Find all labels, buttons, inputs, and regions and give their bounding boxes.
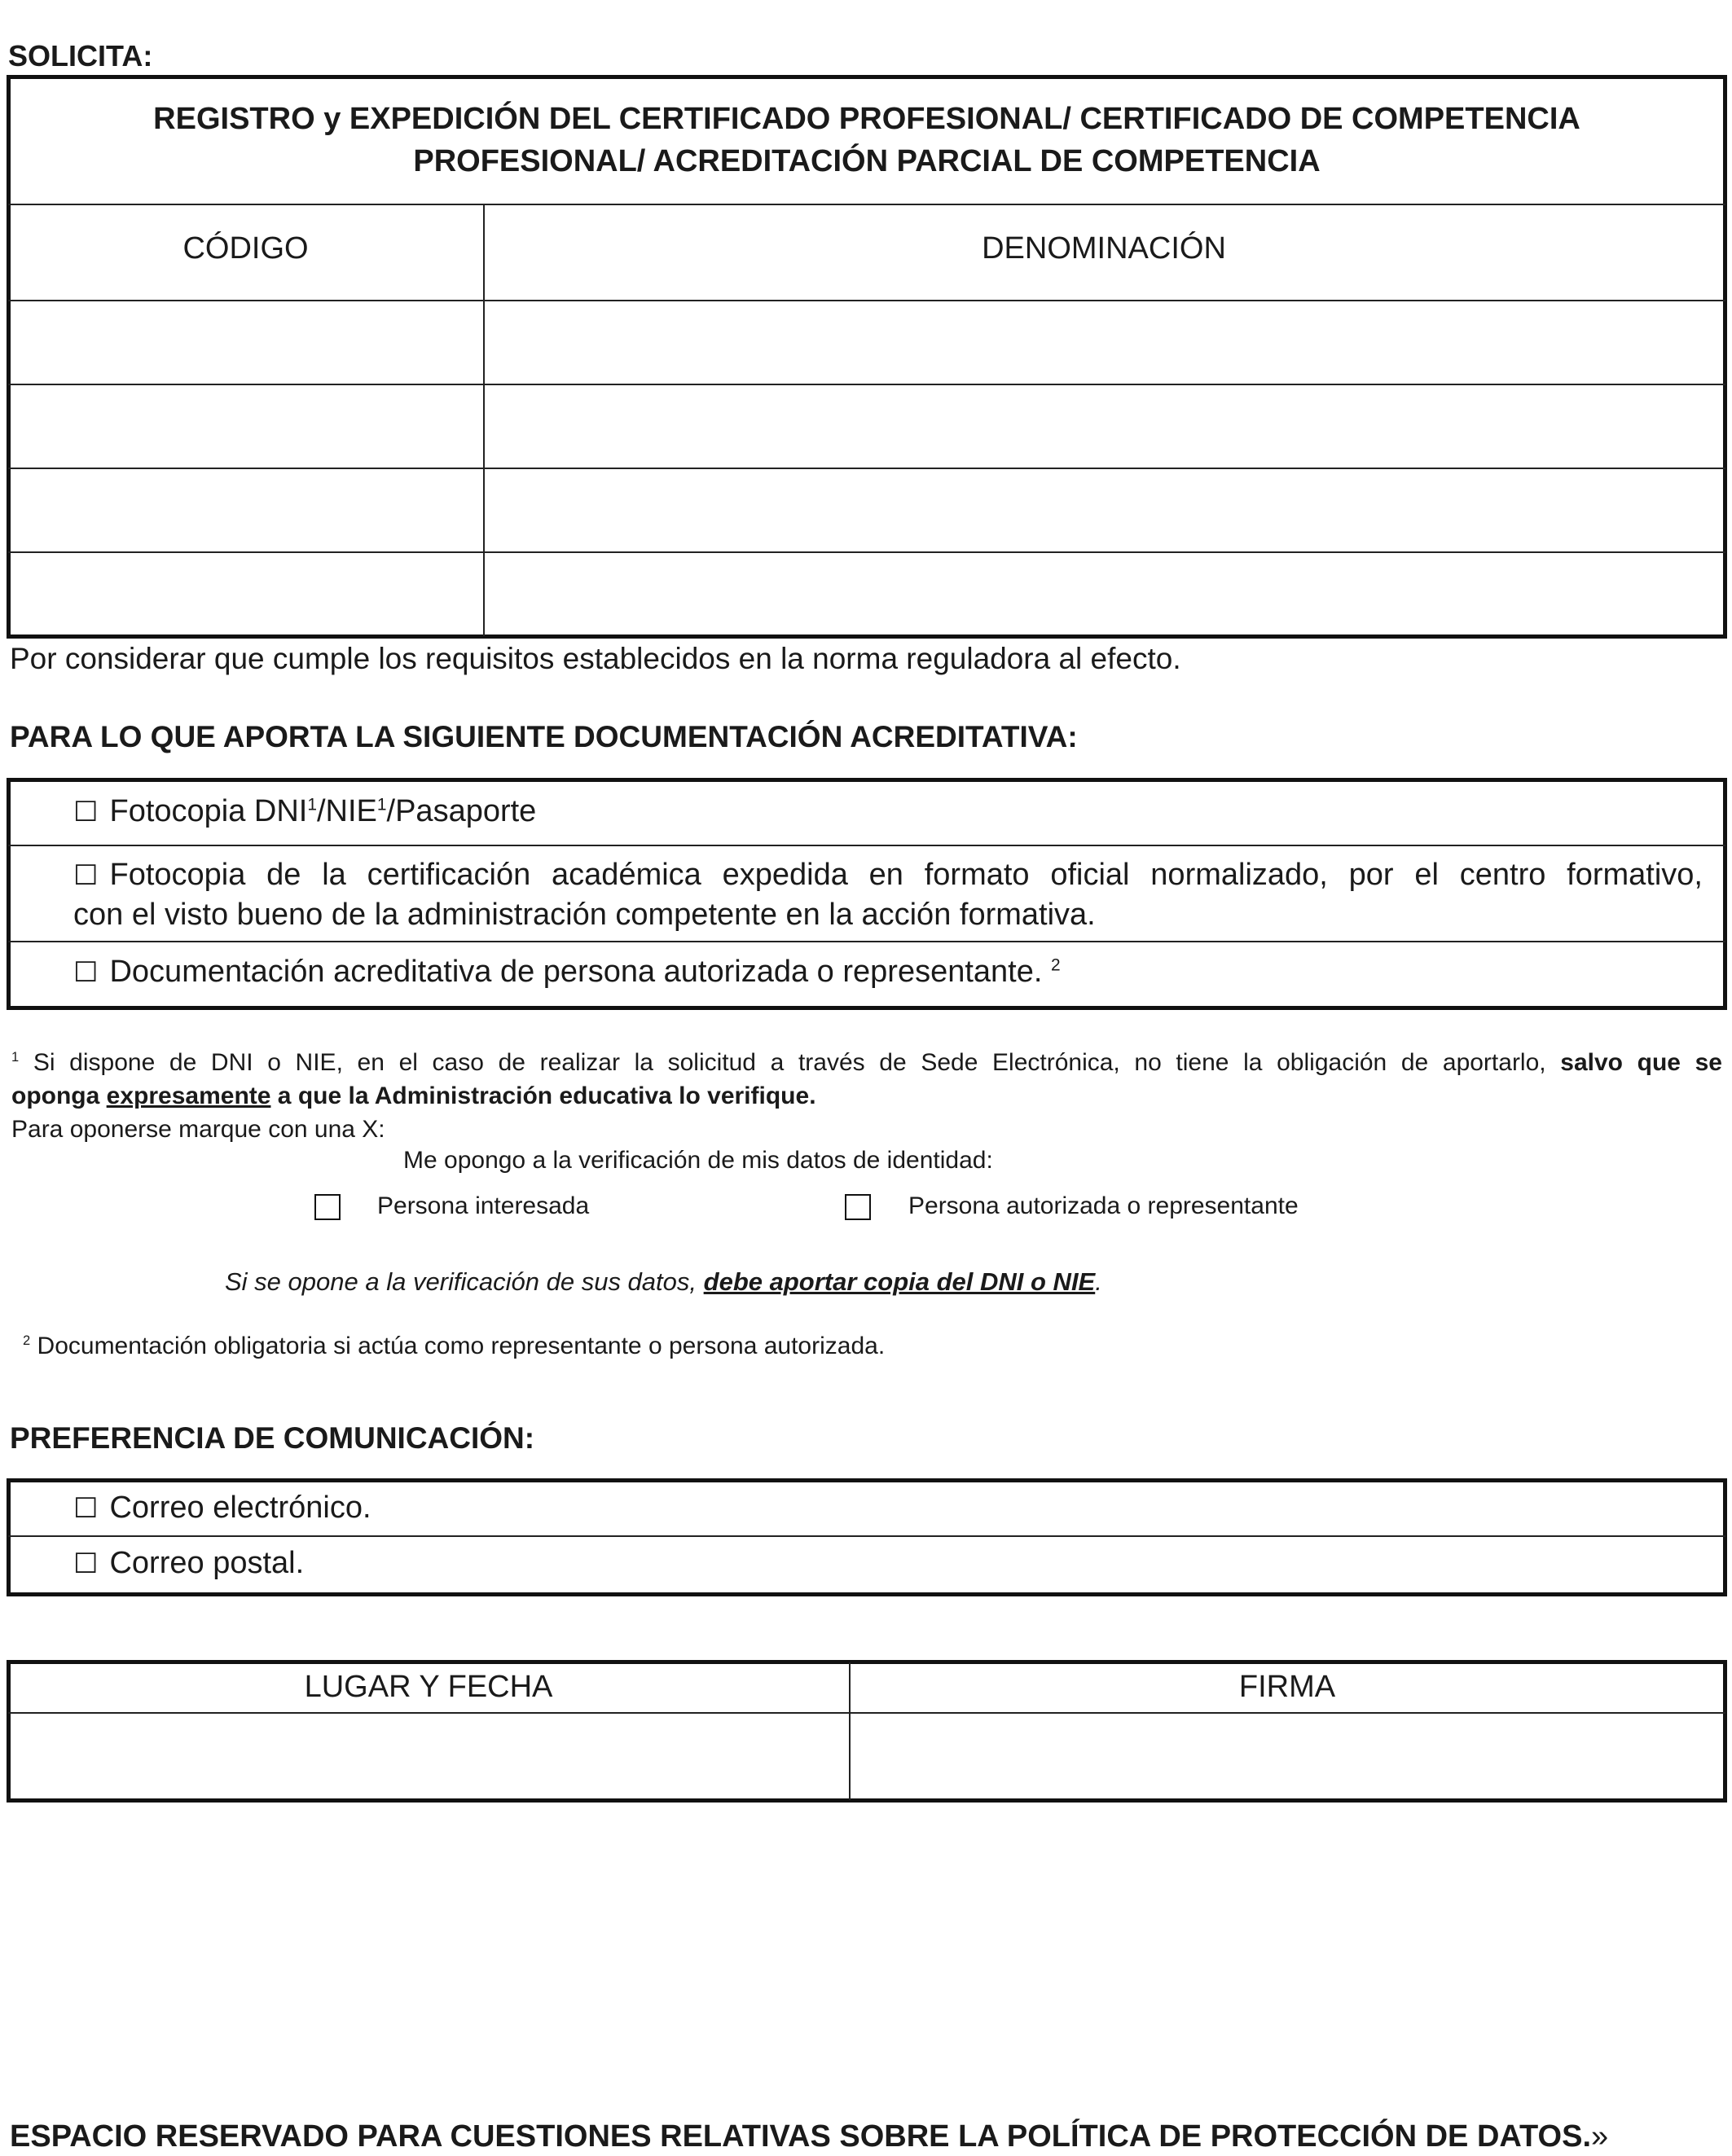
column-header-denominacion: DENOMINACIÓN [982,231,1226,266]
table-row [8,385,1725,468]
table-row [8,469,1725,551]
footnote-2: $^2$ Documentación obligatoria si actúa como representante o persona autorizada. [23,1333,886,1359]
persona-autorizada-label: Persona autorizada o representante [908,1192,1299,1219]
comunicacion-heading: PREFERENCIA DE COMUNICACIÓN: [10,1421,535,1455]
lugar-fecha-field[interactable] [10,1715,847,1798]
codigo-cell[interactable] [8,301,483,384]
footnote-1: $^1$ Si dispone de DNI o NIE, en el caso de realizar la solicitud a través de Sede Electrónica, no tiene la obligación de aportarlo, salvo que se oponga expresamente a que la Administración educativa lo verifique. Para oponerse marque con una X: [11,1046,1722,1146]
denominacion-cell[interactable] [485,469,1723,551]
verificacion-note: Si se opone a la verificación de sus datos, debe aportar copia del DNI o NIE. [225,1267,1102,1296]
checkbox-icon[interactable]: ☐ [73,1493,99,1524]
solicita-title-line2: PROFESIONAL/ ACREDITACIÓN PARCIAL DE COMPETENCIA [413,144,1321,178]
doc-option-representante[interactable]: ☐ Documentación acreditativa de persona autorizada o representante. $^2$ [73,955,1061,989]
comunicacion-option-postal[interactable]: ☐ Correo postal. [73,1546,305,1580]
checkbox-icon[interactable]: ☐ [73,957,99,988]
doc-option-dni[interactable]: ☐ Fotocopia DNI$^1$/NIE$^1$/Pasaporte [73,794,537,828]
checkbox-persona-autorizada[interactable] [845,1194,871,1220]
codigo-cell[interactable] [8,553,483,635]
codigo-cell[interactable] [8,385,483,468]
solicita-label: SOLICITA: [8,39,153,72]
checkbox-persona-interesada[interactable] [314,1194,341,1220]
comunicacion-option-email[interactable]: ☐ Correo electrónico. [73,1491,371,1525]
column-header-codigo: CÓDIGO [182,231,309,266]
me-opongo-label: Me opongo a la verificación de mis datos de identidad: [403,1147,993,1174]
denominacion-cell[interactable] [485,553,1723,635]
proteccion-datos-footer: ESPACIO RESERVADO PARA CUESTIONES RELATIVAS SOBRE LA POLÍTICA DE PROTECCIÓN DE DATOS.» [10,2119,1609,2154]
column-header-firma: FIRMA [1238,1670,1336,1704]
checkbox-icon[interactable]: ☐ [73,1548,99,1579]
solicita-title-line1: REGISTRO y EXPEDICIÓN DEL CERTIFICADO PROFESIONAL/ CERTIFICADO DE COMPETENCIA [153,102,1580,136]
table-row [8,301,1725,384]
denominacion-cell[interactable] [485,385,1723,468]
checkbox-icon[interactable]: ☐ [73,860,99,891]
documentacion-heading: PARA LO QUE APORTA LA SIGUIENTE DOCUMENTACIÓN ACREDITATIVA: [10,720,1078,753]
solicita-title [7,98,1727,182]
denominacion-cell[interactable] [485,301,1723,384]
persona-interesada-label: Persona interesada [377,1192,590,1219]
doc-option-certificacion[interactable]: ☐ Fotocopia de la certificación académica expedida en formato oficial normalizado, por el centro formativo, con el visto bueno de la administración competente en la acción formativa. [73,858,1703,932]
table-row [8,553,1725,635]
firma-field[interactable] [852,1715,1724,1798]
codigo-cell[interactable] [8,469,483,551]
column-header-lugar-fecha: LUGAR Y FECHA [304,1670,553,1704]
checkbox-icon[interactable]: ☐ [73,797,99,828]
requisitos-note: Por considerar que cumple los requisitos establecidos en la norma reguladora al efecto. [10,642,1181,675]
oponerse-instruction: Para oponerse marque con una X: [11,1116,385,1143]
